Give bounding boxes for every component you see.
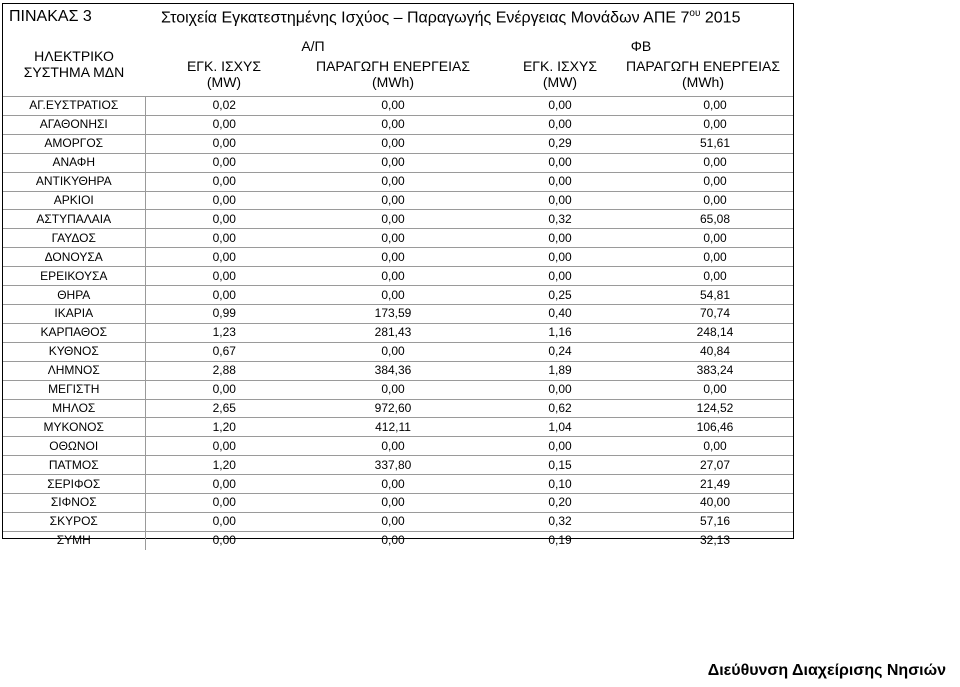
system-name-cell: ΛΗΜΝΟΣ: [3, 361, 145, 380]
ap-production-cell: 0,00: [303, 342, 483, 361]
ap-capacity-cell: 0,02: [145, 97, 303, 116]
table-row: [3, 248, 793, 267]
system-name-cell: ΣΚΥΡΟΣ: [3, 512, 145, 531]
table-row: [3, 172, 793, 191]
table-number: ΠΙΝΑΚΑΣ 3: [9, 8, 92, 25]
system-name-cell: ΑΓΑΘΟΝΗΣΙ: [3, 115, 145, 134]
header-fv-capacity-line1: ΕΓΚ. ΙΣΧΥΣ: [522, 58, 598, 74]
fv-production-cell: 124,52: [637, 399, 793, 418]
ap-production-cell: 0,00: [303, 512, 483, 531]
ap-production-cell: 0,00: [303, 437, 483, 456]
fv-capacity-cell: 0,00: [483, 115, 637, 134]
fv-production-cell: 106,46: [637, 418, 793, 437]
ap-capacity-cell: 0,00: [145, 286, 303, 305]
table-row: [3, 115, 793, 134]
ap-production-cell: 384,36: [303, 361, 483, 380]
ap-capacity-cell: 2,65: [145, 399, 303, 418]
ap-capacity-cell: 0,00: [145, 437, 303, 456]
table-title-superscript: ου: [689, 8, 701, 19]
fv-production-cell: 0,00: [637, 267, 793, 286]
header-group-fv: ΦΒ: [630, 38, 652, 54]
fv-capacity-cell: 0,00: [483, 172, 637, 191]
ap-production-cell: 337,80: [303, 456, 483, 475]
header-system-line1: ΗΛΕΚΤΡΙΚΟ: [34, 48, 114, 64]
ap-production-cell: 0,00: [303, 248, 483, 267]
table-row: [3, 304, 793, 323]
fv-production-cell: 0,00: [637, 191, 793, 210]
ap-production-cell: 0,00: [303, 172, 483, 191]
ap-production-cell: 0,00: [303, 531, 483, 549]
fv-capacity-cell: 0,29: [483, 134, 637, 153]
ap-capacity-cell: 0,00: [145, 134, 303, 153]
ap-capacity-cell: 0,00: [145, 172, 303, 191]
fv-capacity-cell: 0,40: [483, 304, 637, 323]
system-name-cell: ΣΙΦΝΟΣ: [3, 494, 145, 513]
system-name-cell: ΣΕΡΙΦΟΣ: [3, 475, 145, 494]
fv-production-cell: 40,00: [637, 494, 793, 513]
system-name-cell: ΕΡΕΙΚΟΥΣΑ: [3, 267, 145, 286]
fv-capacity-cell: 0,00: [483, 380, 637, 399]
table-row: [3, 191, 793, 210]
ap-production-cell: 0,00: [303, 210, 483, 229]
system-name-cell: ΜΕΓΙΣΤΗ: [3, 380, 145, 399]
ap-production-cell: 0,00: [303, 134, 483, 153]
table-row: [3, 418, 793, 437]
title-row: [3, 4, 793, 34]
header-system: [3, 48, 145, 80]
ap-capacity-cell: 0,00: [145, 512, 303, 531]
table-row: [3, 380, 793, 399]
system-name-cell: ΚΑΡΠΑΘΟΣ: [3, 323, 145, 342]
system-name-cell: ΘΗΡΑ: [3, 286, 145, 305]
ap-capacity-cell: 0,00: [145, 531, 303, 549]
system-name-cell: ΑΝΤΙΚΥΘΗΡΑ: [3, 172, 145, 191]
table-row: [3, 210, 793, 229]
fv-capacity-cell: 0,00: [483, 437, 637, 456]
ap-production-cell: 0,00: [303, 267, 483, 286]
ap-capacity-cell: 1,23: [145, 323, 303, 342]
fv-capacity-cell: 1,89: [483, 361, 637, 380]
ap-production-cell: 412,11: [303, 418, 483, 437]
fv-production-cell: 51,61: [637, 134, 793, 153]
table-row: [3, 342, 793, 361]
table-row: [3, 531, 793, 549]
table-row: [3, 494, 793, 513]
fv-capacity-cell: 0,00: [483, 248, 637, 267]
ap-capacity-cell: 2,88: [145, 361, 303, 380]
fv-capacity-cell: 0,32: [483, 210, 637, 229]
ap-capacity-cell: 0,00: [145, 494, 303, 513]
fv-capacity-cell: 0,00: [483, 267, 637, 286]
table-row: [3, 475, 793, 494]
fv-production-cell: 57,16: [637, 512, 793, 531]
table-body: [3, 97, 793, 550]
table-row: [3, 97, 793, 116]
ap-production-cell: 0,00: [303, 97, 483, 116]
header-ap-production: [303, 58, 483, 90]
header-ap-capacity: [145, 58, 303, 90]
fv-production-cell: 65,08: [637, 210, 793, 229]
ap-capacity-cell: 1,20: [145, 456, 303, 475]
fv-capacity-cell: 0,00: [483, 191, 637, 210]
ap-capacity-cell: 0,67: [145, 342, 303, 361]
fv-production-cell: 32,13: [637, 531, 793, 549]
ap-capacity-cell: 0,00: [145, 153, 303, 172]
table-row: [3, 153, 793, 172]
ap-capacity-cell: 0,00: [145, 267, 303, 286]
header-ap-production-line2: (MWh): [372, 74, 414, 90]
fv-capacity-cell: 1,16: [483, 323, 637, 342]
ap-capacity-cell: 1,20: [145, 418, 303, 437]
table-row: [3, 323, 793, 342]
system-name-cell: ΟΘΩΝΟΙ: [3, 437, 145, 456]
header-fv-production-line1: ΠΑΡΑΓΩΓΗ ΕΝΕΡΓΕΙΑΣ: [625, 58, 781, 74]
system-name-cell: ΜΥΚΟΝΟΣ: [3, 418, 145, 437]
header-fv-capacity-line2: (MW): [542, 74, 578, 90]
fv-production-cell: 0,00: [637, 153, 793, 172]
system-name-cell: ΓΑΥΔΟΣ: [3, 229, 145, 248]
table-title: [161, 8, 740, 27]
footer-department: Διεύθυνση Διαχείρισης Νησιών: [707, 662, 946, 679]
header-fv-production-line2: (MWh): [682, 74, 724, 90]
system-name-cell: ΑΓ.ΕΥΣΤΡΑΤΙΟΣ: [3, 97, 145, 116]
ap-production-cell: 0,00: [303, 115, 483, 134]
header-group-ap: Α/Π: [301, 38, 325, 54]
ap-capacity-cell: 0,00: [145, 191, 303, 210]
fv-production-cell: 54,81: [637, 286, 793, 305]
fv-production-cell: 21,49: [637, 475, 793, 494]
fv-capacity-cell: 1,04: [483, 418, 637, 437]
fv-capacity-cell: 0,25: [483, 286, 637, 305]
table-title-text: Στοιχεία Εγκατεστημένης Ισχύος – Παραγωγής Ενέργειας Μονάδων ΑΠΕ 7: [161, 9, 690, 27]
fv-capacity-cell: 0,62: [483, 399, 637, 418]
fv-production-cell: 0,00: [637, 172, 793, 191]
ap-production-cell: 0,00: [303, 380, 483, 399]
ap-production-cell: 0,00: [303, 475, 483, 494]
ap-production-cell: 0,00: [303, 191, 483, 210]
system-name-cell: ΑΜΟΡΓΟΣ: [3, 134, 145, 153]
ap-capacity-cell: 0,00: [145, 210, 303, 229]
header-ap-capacity-line1: ΕΓΚ. ΙΣΧΥΣ: [186, 58, 262, 74]
ap-production-cell: 0,00: [303, 286, 483, 305]
fv-production-cell: 0,00: [637, 437, 793, 456]
ap-production-cell: 972,60: [303, 399, 483, 418]
header-ap-production-line1: ΠΑΡΑΓΩΓΗ ΕΝΕΡΓΕΙΑΣ: [315, 58, 471, 74]
system-name-cell: ΔΟΝΟΥΣΑ: [3, 248, 145, 267]
fv-capacity-cell: 0,00: [483, 153, 637, 172]
fv-production-cell: 0,00: [637, 229, 793, 248]
fv-production-cell: 70,74: [637, 304, 793, 323]
system-name-cell: ΑΝΑΦΗ: [3, 153, 145, 172]
header-system-line2: ΣΥΣΤΗΜΑ ΜΔΝ: [23, 64, 125, 80]
table-row: [3, 437, 793, 456]
ap-capacity-cell: 0,00: [145, 229, 303, 248]
table-row: [3, 134, 793, 153]
fv-capacity-cell: 0,00: [483, 97, 637, 116]
system-name-cell: ΚΥΘΝΟΣ: [3, 342, 145, 361]
system-name-cell: ΑΡΚΙΟΙ: [3, 191, 145, 210]
fv-capacity-cell: 0,00: [483, 229, 637, 248]
fv-production-cell: 0,00: [637, 248, 793, 267]
ap-production-cell: 0,00: [303, 229, 483, 248]
fv-capacity-cell: 0,24: [483, 342, 637, 361]
header-fv-production: [613, 58, 793, 90]
table-row: [3, 399, 793, 418]
ap-production-cell: 281,43: [303, 323, 483, 342]
fv-production-cell: 383,24: [637, 361, 793, 380]
fv-capacity-cell: 0,15: [483, 456, 637, 475]
table-sheet: [2, 3, 794, 548]
table-row: [3, 229, 793, 248]
system-name-cell: ΑΣΤΥΠΑΛΑΙΑ: [3, 210, 145, 229]
fv-production-cell: 0,00: [637, 380, 793, 399]
data-table: [3, 96, 793, 550]
table-row: [3, 361, 793, 380]
table-title-year: 2015: [700, 9, 741, 27]
fv-capacity-cell: 0,19: [483, 531, 637, 549]
fv-production-cell: 27,07: [637, 456, 793, 475]
fv-capacity-cell: 0,10: [483, 475, 637, 494]
system-name-cell: ΙΚΑΡΙΑ: [3, 304, 145, 323]
fv-capacity-cell: 0,32: [483, 512, 637, 531]
ap-production-cell: 0,00: [303, 494, 483, 513]
system-name-cell: ΜΗΛΟΣ: [3, 399, 145, 418]
system-name-cell: ΠΑΤΜΟΣ: [3, 456, 145, 475]
ap-capacity-cell: 0,00: [145, 248, 303, 267]
fv-production-cell: 0,00: [637, 115, 793, 134]
ap-capacity-cell: 0,00: [145, 475, 303, 494]
ap-capacity-cell: 0,99: [145, 304, 303, 323]
table-row: [3, 512, 793, 531]
system-name-cell: ΣΥΜΗ: [3, 531, 145, 549]
ap-capacity-cell: 0,00: [145, 380, 303, 399]
table-row: [3, 286, 793, 305]
header-ap-capacity-line2: (MW): [206, 74, 242, 90]
table-header: [3, 34, 793, 96]
fv-capacity-cell: 0,20: [483, 494, 637, 513]
fv-production-cell: 40,84: [637, 342, 793, 361]
fv-production-cell: 0,00: [637, 97, 793, 116]
ap-capacity-cell: 0,00: [145, 115, 303, 134]
table-row: [3, 456, 793, 475]
table-row: [3, 267, 793, 286]
ap-production-cell: 173,59: [303, 304, 483, 323]
fv-production-cell: 248,14: [637, 323, 793, 342]
ap-production-cell: 0,00: [303, 153, 483, 172]
